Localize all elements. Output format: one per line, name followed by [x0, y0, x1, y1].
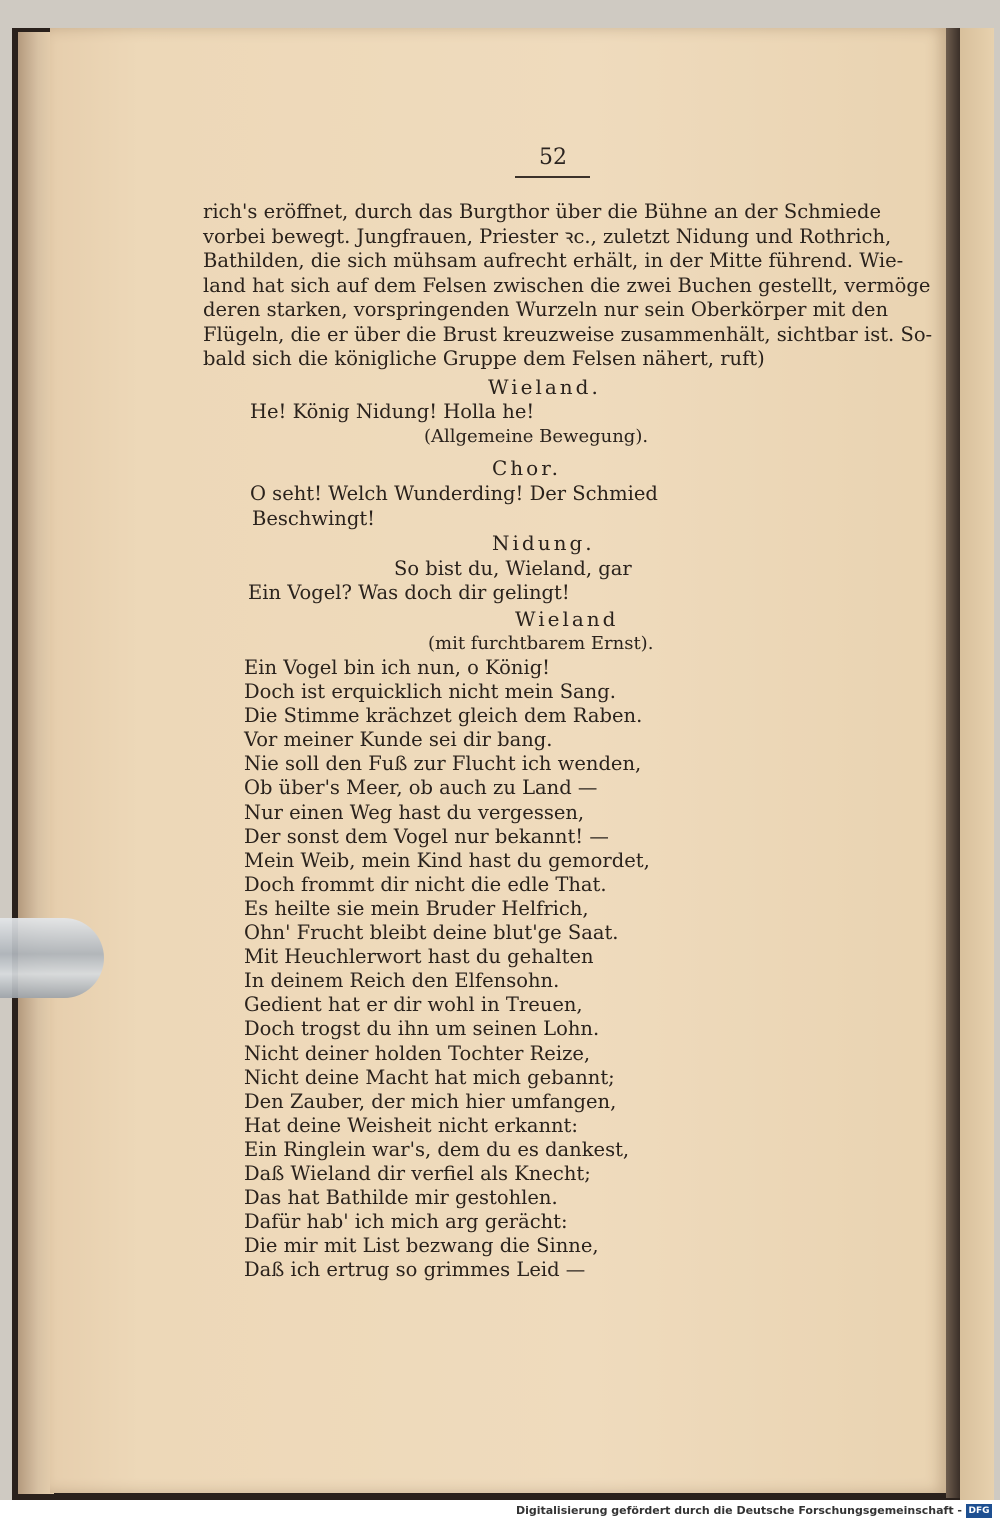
verse-line: Nicht deine Macht hat mich gebannt; — [244, 1065, 615, 1089]
stage-direction: (Allgemeine Bewegung). — [424, 426, 649, 447]
prose-line: deren starken, vorspringenden Wurzeln nur sein Oberkörper mit den — [203, 298, 889, 321]
page-stack-edge — [18, 32, 54, 1494]
verse-line: Ohn' Frucht bleibt deine blut'ge Saat. — [244, 921, 619, 945]
dfg-logo: DFG — [966, 1504, 992, 1518]
verse-line: Hat deine Weisheit nicht erkannt: — [244, 1113, 578, 1137]
verse-line: Doch trogst du ihn um seinen Lohn. — [244, 1017, 600, 1041]
verse-line: He! König Nidung! Holla he! — [250, 400, 535, 423]
speaker-wieland-1: Wieland. — [488, 375, 601, 399]
verse-line: Die mir mit List bezwang die Sinne, — [244, 1234, 599, 1258]
verse-line: Der sonst dem Vogel nur bekannt! — — [244, 824, 609, 848]
prose-line: Bathilden, die sich mühsam aufrecht erhält, in der Mitte führend. Wie- — [203, 249, 904, 272]
verse-line: Daß ich ertrug so grimmes Leid — — [244, 1258, 586, 1282]
verse-line: In deinem Reich den Elfensohn. — [244, 969, 560, 993]
verse-line: Doch frommt dir nicht die edle That. — [244, 872, 607, 896]
verse-line: Es heilte sie mein Bruder Helfrich, — [244, 896, 589, 920]
verse-speech — [244, 656, 650, 1282]
page-number-rule — [515, 176, 590, 178]
prose-line: bald sich die königliche Gruppe dem Felsen nähert, ruft) — [203, 347, 765, 370]
verse-line: Das hat Bathilde mir gestohlen. — [244, 1186, 558, 1210]
prose-line: vorbei bewegt. Jungfrauen, Priester ꝛc., zuletzt Nidung und Rothrich, — [203, 224, 892, 248]
verse-line: Nur einen Weg hast du vergessen, — [244, 800, 585, 824]
verse-line: Ein Vogel? Was doch dir gelingt! — [248, 581, 570, 604]
prose-line: land hat sich auf dem Felsen zwischen die zwei Buchen gestellt, vermöge — [203, 273, 931, 297]
page-number: 52 — [539, 145, 567, 170]
verse-line: Ob über's Meer, ob auch zu Land — — [244, 776, 598, 800]
verse-line: Beschwingt! — [252, 507, 375, 530]
verse-line: Gedient hat er dir wohl in Treuen, — [244, 993, 583, 1017]
verse-line: Dafür hab' ich mich arg gerächt: — [244, 1210, 568, 1234]
verse-line: Mein Weib, mein Kind hast du gemordet, — [244, 848, 650, 872]
speaker-chor: Chor. — [492, 456, 561, 480]
stage-direction-paragraph — [203, 200, 933, 372]
verse-line: Nie soll den Fuß zur Flucht ich wenden, — [244, 752, 642, 776]
verse-line: Den Zauber, der mich hier umfangen, — [244, 1089, 617, 1113]
verse-line: Ein Ringlein war's, dem du es dankest, — [244, 1137, 630, 1161]
stage-direction: (mit furchtbarem Ernst). — [428, 633, 654, 654]
facing-page-edge — [960, 28, 994, 1506]
book-gutter — [946, 28, 960, 1498]
speaker-nidung: Nidung. — [492, 531, 595, 555]
page-clip — [0, 918, 104, 998]
verse-line: Nicht deiner holden Tochter Reize, — [244, 1041, 591, 1065]
speaker-wieland-2: Wieland — [515, 607, 619, 631]
verse-line: Ein Vogel bin ich nun, o König! — [244, 656, 551, 679]
verse-line: So bist du, Wieland, gar — [394, 557, 632, 580]
verse-line: Doch ist erquicklich nicht mein Sang. — [244, 680, 616, 704]
verse-line: O seht! Welch Wunderding! Der Schmied — [250, 482, 658, 505]
verse-line: Vor meiner Kunde sei dir bang. — [244, 728, 553, 752]
verse-line: Daß Wieland dir verfiel als Knecht; — [244, 1161, 591, 1185]
prose-line: Flügeln, die er über die Brust kreuzweise zusammenhält, sichtbar ist. So- — [203, 322, 933, 346]
prose-line: rich's eröffnet, durch das Burgthor über die Bühne an der Schmiede — [203, 200, 881, 223]
funding-credit: Digitalisierung gefördert durch die Deutsche Forschungsgemeinschaft - — [515, 1504, 962, 1517]
verse-line: Die Stimme krächzet gleich dem Raben. — [244, 704, 643, 728]
verse-line: Mit Heuchlerwort hast du gehalten — [244, 945, 594, 969]
